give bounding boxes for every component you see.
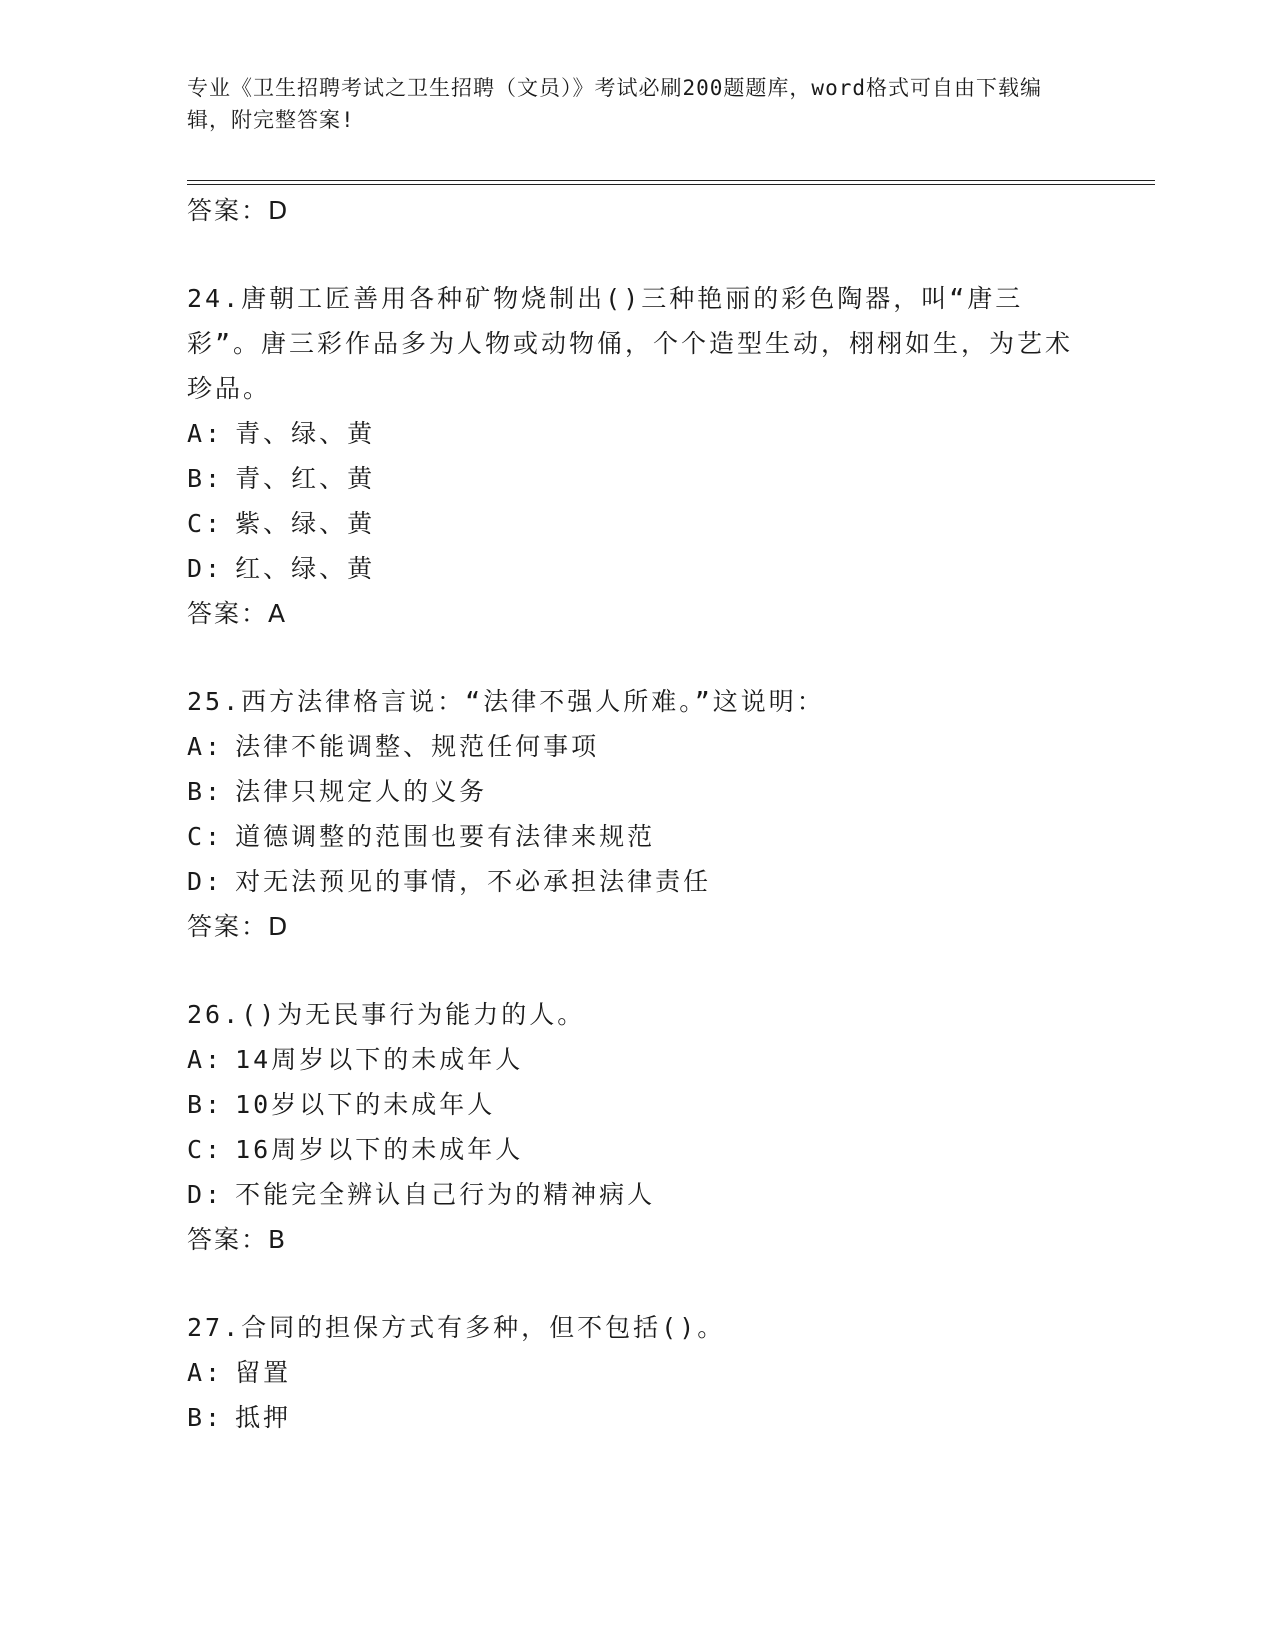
option-a	[187, 411, 1077, 456]
option-key: A:	[187, 419, 224, 448]
option-text: 对无法预见的事情，不必承担法律责任	[235, 867, 712, 896]
option-text: 青、红、黄	[235, 464, 376, 493]
option-key: B:	[187, 777, 224, 806]
question-list	[187, 188, 1077, 1440]
question-text: 24.唐朝工匠善用各种矿物烧制出()三种艳丽的彩色陶器，叫“唐三彩”。唐三彩作品多为人物或动物俑，个个造型生动，栩栩如生，为艺术珍品。	[187, 284, 1074, 403]
question-24	[187, 276, 1077, 637]
question-text: 27.合同的担保方式有多种，但不包括()。	[187, 1313, 726, 1342]
header-divider	[187, 180, 1155, 185]
option-b	[187, 1395, 1077, 1440]
option-d	[187, 1172, 1077, 1217]
option-c	[187, 1127, 1077, 1172]
question-25	[187, 679, 1077, 950]
option-a	[187, 1350, 1077, 1395]
option-key: C:	[187, 1135, 224, 1164]
answer-line: 答案：B	[187, 1225, 288, 1254]
option-text: 16周岁以下的未成年人	[235, 1135, 524, 1164]
question-text: 25.西方法律格言说：“法律不强人所难。”这说明：	[187, 687, 825, 716]
option-d	[187, 546, 1077, 591]
option-a	[187, 1037, 1077, 1082]
option-key: B:	[187, 1403, 224, 1432]
option-key: A:	[187, 732, 224, 761]
question-text: 26.()为无民事行为能力的人。	[187, 1000, 586, 1029]
option-key: C:	[187, 509, 224, 538]
question-27	[187, 1305, 1077, 1440]
option-key: D:	[187, 1180, 224, 1209]
option-key: C:	[187, 822, 224, 851]
answer-line: 答案：D	[187, 912, 290, 941]
option-b	[187, 769, 1077, 814]
option-text: 14周岁以下的未成年人	[235, 1045, 524, 1074]
option-c	[187, 814, 1077, 859]
option-a	[187, 724, 1077, 769]
question-26	[187, 992, 1077, 1263]
answer-line: 答案：D	[187, 196, 290, 225]
page-header	[187, 72, 1067, 136]
option-key: D:	[187, 554, 224, 583]
answer-line: 答案：A	[187, 599, 288, 628]
option-text: 青、绿、黄	[235, 419, 376, 448]
option-d	[187, 859, 1077, 904]
option-key: B:	[187, 464, 224, 493]
option-b	[187, 1082, 1077, 1127]
option-text: 抵押	[235, 1403, 292, 1432]
option-text: 法律不能调整、规范任何事项	[235, 732, 600, 761]
option-key: B:	[187, 1090, 224, 1119]
option-key: A:	[187, 1358, 224, 1387]
option-text: 红、绿、黄	[235, 554, 376, 583]
option-text: 留置	[235, 1358, 292, 1387]
option-text: 不能完全辨认自己行为的精神病人	[235, 1180, 656, 1209]
option-text: 紫、绿、黄	[235, 509, 376, 538]
option-c	[187, 501, 1077, 546]
option-b	[187, 456, 1077, 501]
option-text: 10岁以下的未成年人	[235, 1090, 496, 1119]
option-text: 法律只规定人的义务	[235, 777, 488, 806]
option-key: D:	[187, 867, 224, 896]
option-text: 道德调整的范围也要有法律来规范	[235, 822, 656, 851]
header-text: 专业《卫生招聘考试之卫生招聘（文员）》考试必刷200题题库，word格式可自由下载编辑，附完整答案!	[187, 76, 1042, 132]
option-key: A:	[187, 1045, 224, 1074]
